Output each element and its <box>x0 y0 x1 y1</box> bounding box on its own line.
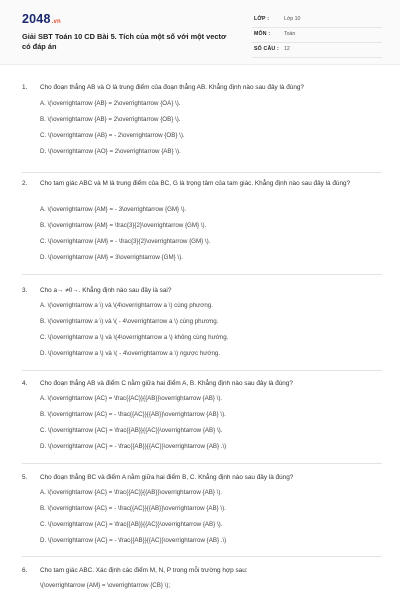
option-b[interactable]: B. \(\overrightarrow a \) và \( - 4\overrightarrow a \) cùng phương. <box>40 318 219 325</box>
header <box>0 0 400 65</box>
divider <box>22 172 382 173</box>
meta-key: SỐ CÂU : <box>254 46 279 52</box>
logo-text: 2048 <box>22 12 51 26</box>
meta-row-subject <box>252 29 382 43</box>
option-c[interactable]: C. \(\overrightarrow a \) và \(4\overrightarrow a \) không cùng hướng. <box>40 334 229 341</box>
question-text: Cho đoạn thẳng BC và điểm A nằm giữa hai điểm B, C. Khẳng định nào sau đây là đúng? <box>40 474 294 481</box>
option-a[interactable]: A. \(\overrightarrow a \) và \(4\overrightarrow a \) cùng phương. <box>40 302 213 309</box>
option-a[interactable]: A. \(\overrightarrow {AC} = \frac{{AC}}{{AB}}\overrightarrow {AB} \). <box>40 489 223 496</box>
question-text: Cho đoạn thẳng AB và O là trung điểm của đoạn thẳng AB. Khẳng định nào sau đây là đúng? <box>40 84 304 91</box>
option-d[interactable]: D. \(\overrightarrow a \) và \( - 4\overrightarrow a \) ngược hướng. <box>40 350 221 357</box>
question-number: 4. <box>22 380 28 387</box>
option-a[interactable]: A. \(\overrightarrow {AC} = \frac{{AC}}{{AB}}\overrightarrow {AB} \). <box>40 395 223 402</box>
question-text: Cho tam giác ABC và M là trung điểm của BC, G là trọng tâm của tam giác. Khẳng định nào sau đây là đúng? <box>40 180 351 187</box>
question-text: Cho đoạn thẳng AB và điểm C nằm giữa hai điểm A, B. Khẳng định nào sau đây là đúng? <box>40 380 293 387</box>
option-d[interactable]: D. \(\overrightarrow {AM} = 3\overrightarrow {GM} \). <box>40 254 183 261</box>
meta-value: Lớp 10 <box>284 16 301 22</box>
question-number: 2. <box>22 180 28 187</box>
option-b[interactable]: B. \(\overrightarrow {AB} = 2\overrightarrow {OB} \). <box>40 116 181 123</box>
option-line: \(\overrightarrow {AM} = \overrightarrow {CB} \); <box>40 582 171 589</box>
option-a[interactable]: A. \(\overrightarrow {AM} = - 3\overrightarrow {GM} \). <box>40 206 187 213</box>
question-number: 1. <box>22 84 28 91</box>
option-c[interactable]: C. \(\overrightarrow {AB} = - 2\overrightarrow {OB} \). <box>40 132 185 139</box>
divider <box>22 274 382 275</box>
option-d[interactable]: D. \(\overrightarrow {AC} = - \frac{{AB}}{{AC}}\overrightarrow {AB} .\) <box>40 443 227 450</box>
option-d[interactable]: D. \(\overrightarrow {AC} = - \frac{{AB}}{{AC}}\overrightarrow {AB} .\) <box>40 537 227 544</box>
document-title: Giải SBT Toán 10 CD Bài 5. Tích của một số với một vectơ có đáp án <box>22 32 227 51</box>
question-number: 6. <box>22 567 28 574</box>
option-c[interactable]: C. \(\overrightarrow {AC} = \frac{{AB}}{{AC}}\overrightarrow {AB} \). <box>40 521 223 528</box>
option-b[interactable]: B. \(\overrightarrow {AC} = - \frac{{AC}}{{AB}}\overrightarrow {AB} \). <box>40 505 226 512</box>
divider <box>22 463 382 464</box>
option-b[interactable]: B. \(\overrightarrow {AM} = \frac{3}{2}\overrightarrow {GM} \). <box>40 222 207 229</box>
question-text: Cho a→ ≠0→. Khẳng định nào sau đây là sai? <box>40 287 172 294</box>
meta-key: LỚP : <box>254 16 270 22</box>
meta-row-count <box>252 44 382 58</box>
option-a[interactable]: A. \(\overrightarrow {AB} = 2\overrightarrow {OA} \). <box>40 100 181 107</box>
option-c[interactable]: C. \(\overrightarrow {AM} = - \frac{3}{2}\overrightarrow {GM} \). <box>40 238 211 245</box>
option-c[interactable]: C. \(\overrightarrow {AC} = \frac{{AB}}{{AC}}\overrightarrow {AB} \). <box>40 427 223 434</box>
question-number: 3. <box>22 287 28 294</box>
question-number: 5. <box>22 474 28 481</box>
meta-value: 12 <box>284 46 290 52</box>
option-b[interactable]: B. \(\overrightarrow {AC} = - \frac{{AC}}{{AB}}\overrightarrow {AB} \). <box>40 411 226 418</box>
meta-key: MÔN : <box>254 31 271 37</box>
divider <box>22 556 382 557</box>
logo-suffix: .vn <box>51 19 61 25</box>
site-logo[interactable] <box>22 12 61 26</box>
meta-row-class <box>252 14 382 28</box>
meta-value: Toán <box>284 31 296 37</box>
divider <box>22 370 382 371</box>
question-text: Cho tam giác ABC. Xác định các điểm M, N, P trong mỗi trường hợp sau: <box>40 567 248 574</box>
option-d[interactable]: D. \(\overrightarrow {AO} = 2\overrightarrow {AB} \). <box>40 148 181 155</box>
